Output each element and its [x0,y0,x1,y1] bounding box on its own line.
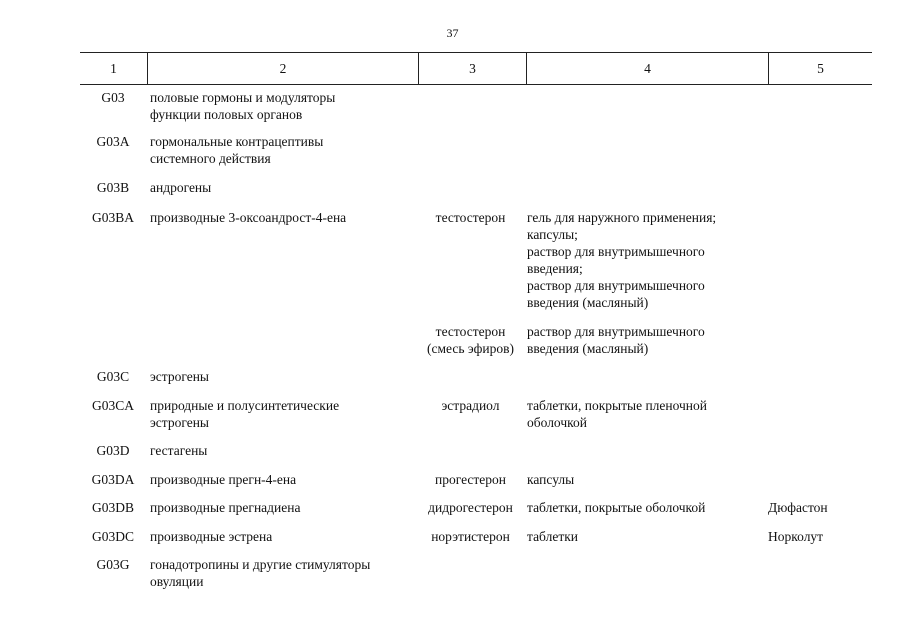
atc-group: производные 3-оксоандрост-4-ена [150,210,347,225]
table-header [80,52,872,85]
dosage-forms: таблетки, покрытые оболочкой [527,500,706,515]
atc-code: G03DC [91,529,134,544]
header-col-5: 5 [817,61,824,76]
atc-code: G03 [101,90,125,105]
dosage-forms: таблетки, покрытые пленочной оболочкой [527,398,708,430]
atc-group: андрогены [150,180,212,195]
atc-code: G03DA [91,472,135,487]
atc-code: G03A [96,134,130,149]
atc-group: производные прегн-4-ена [150,472,297,487]
atc-group: половые гормоны и модуляторы функции половых органов [150,90,336,122]
atc-code: G03D [96,443,130,458]
atc-group: природные и полусинтетические эстрогены [150,398,340,430]
atc-code: G03C [96,369,130,384]
atc-code: G03B [96,180,130,195]
drug-name: тестостерон [435,210,506,225]
atc-group: гормональные контрацептивы системного действия [150,134,324,166]
drug-name: тестостерон (смесь эфиров) [427,324,514,356]
atc-code: G03G [96,557,130,572]
atc-group: производные эстрена [150,529,273,544]
brand-name: Дюфастон [768,500,828,515]
brand-name: Норколут [768,529,824,544]
atc-group: гестагены [150,443,208,458]
header-col-1: 1 [110,61,117,76]
dosage-forms: таблетки [527,529,579,544]
drug-name: дидрогестерон [428,500,513,515]
header-col-3: 3 [469,61,476,76]
drug-name: прогестерон [434,472,507,487]
atc-code: G03DB [91,500,134,515]
dosage-forms: гель для наружного применения; капсулы; раствор для внутримышечного введения; раствор для внутримышечного введения (масляный) [527,210,717,310]
dosage-forms: раствор для внутримышечного введения (масляный) [527,324,705,356]
drug-name: норэтистерон [431,529,510,544]
atc-group: гонадотропины и другие стимуляторы овуляции [150,557,371,589]
drug-name: эстрадиол [441,398,500,413]
dosage-forms: капсулы [527,472,575,487]
header-col-4: 4 [644,61,651,76]
atc-code: G03BA [91,210,134,225]
page-number: 37 [446,26,459,40]
header-col-2: 2 [279,61,287,76]
atc-group: производные прегнадиена [150,500,301,515]
atc-code: G03CA [91,398,134,413]
atc-group: эстрогены [150,369,209,384]
